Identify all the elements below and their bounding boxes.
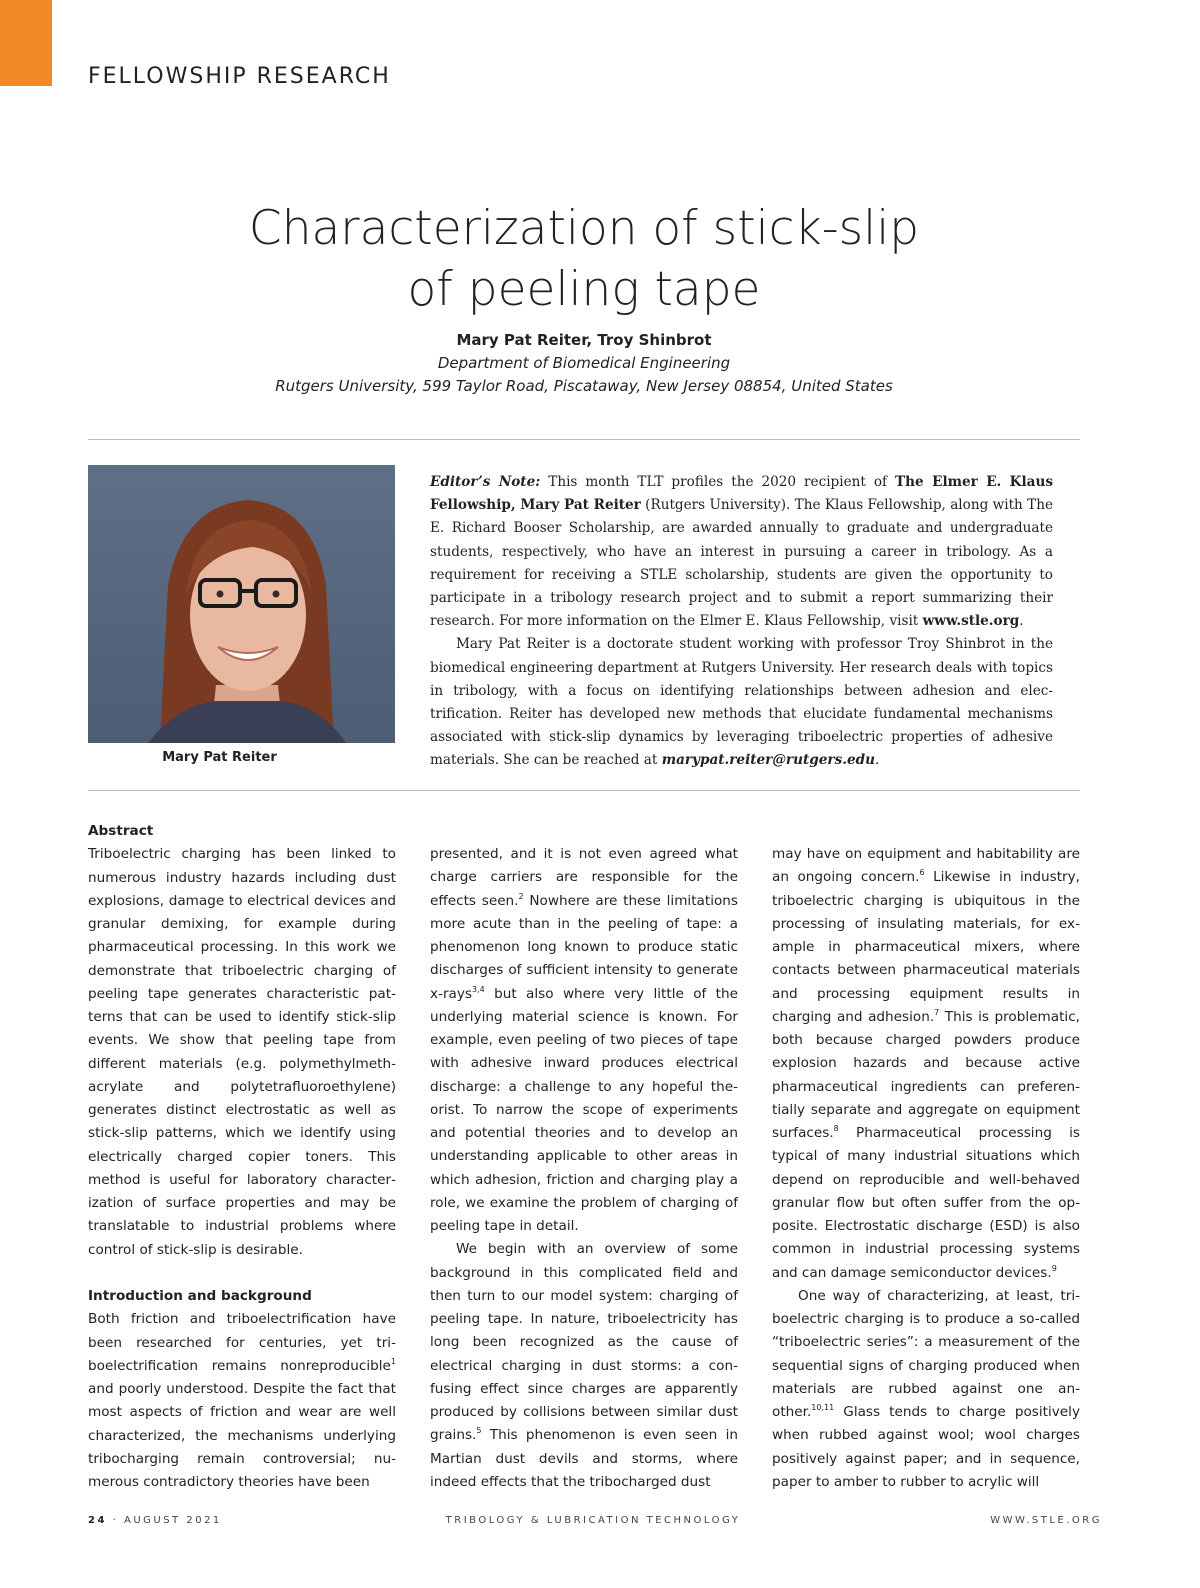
abstract-heading: Abstract [88,823,154,839]
reference-3-4: 3,4 [472,984,485,994]
body-text: presented, and it is not even agreed what charge carriers are responsible for the effects seen. [430,846,738,909]
author-address: Rutgers University, 599 Taylor Road, Piscataway, New Jersey 08854, United States [275,377,893,395]
bottom-divider [88,790,1080,791]
intro-heading: Introduction and background [88,1288,312,1304]
body-text: Likewise in industry, triboelectric charging is ubiquitous in the processing of insulating materials, for example in pharmaceutical mixers, where contacts between pharmaceutical materials and processing equipment results in charging and adhesion. [772,869,1080,1025]
body-column-1 [88,820,396,1494]
editor-note-lead: Editor’s Note: [430,474,541,490]
editor-note-text: (Rutgers University). The Klaus Fellowship, along with The E. Richard Booser Scholarship, are awarded annually to graduate and undergraduate students, respectively, who have an interest in pursuing a career in tribology. As a requirement for receiving a STLE scholarship, students are given the opportunity to participate in a tribology research project and to submit a report summarizing their research. For more information on the Elmer E. Klaus Fellowship, visit [430,497,1053,630]
reference-2: 2 [518,891,524,901]
footer-separator: · [112,1515,119,1526]
author-email-link[interactable]: marypat.reiter@rutgers.edu [661,752,875,769]
body-text: Pharmaceutical processing is typical of many industrial situations which depend on reproducible and well-behaved granular flow but often suffer from the opposite. Electrostatic discharge (ESD) is also common in industrial processing systems and can damage semiconductor devices. [772,1125,1080,1281]
reference-6: 6 [919,868,925,878]
top-divider [88,439,1080,440]
editor-note-text: . [1019,613,1024,630]
author-names: Mary Pat Reiter, Troy Shinbrot [456,331,712,349]
body-text: may have on equipment and habitability are an ongoing concern. [772,846,1080,886]
body-text: We begin with an overview of some background in this complicated field and then turn to our model system: charging of peeling tape. In nature, triboelectricity has long been recognized as the cause of electrical charging in dust storms: a confusing effect since charges are apparently produced by collisions between similar dust grains. [430,1241,738,1444]
body-column-3 [772,843,1080,1494]
body-text: This phenomenon is even seen in Martian dust devils and storms, where indeed effects that the tribocharged dust [430,1427,738,1490]
body-column-2 [430,843,738,1494]
editor-note-text: This month TLT profiles the 2020 recipient of [540,474,896,490]
article-title-line-1: Characterization of stick-slip [248,201,920,256]
reference-7: 7 [934,1007,940,1017]
section-label: FELLOWSHIP RESEARCH [88,64,391,89]
body-text: One way of characterizing, at least, triboelectric charging is to produce a so-called “triboelectric series”: a measurement of the sequential signs of charging produced when materials are rubbed against one another. [772,1287,1080,1420]
page-number: 24 [88,1515,107,1526]
issue-date: AUGUST 2021 [123,1515,222,1526]
editor-note-text: . [875,752,880,769]
reference-9: 9 [1051,1263,1057,1273]
body-text: This is problematic, both because charged powders produce explosion hazards and because active pharmaceutical ingredients can preferentially separate and aggregate on equipment surfaces. [772,1008,1080,1141]
intro-paragraph-1-start [88,1308,396,1494]
intro-paragraph-1-cont [430,843,738,1238]
editor-note-text: Mary Pat Reiter is a doctorate student working with professor Troy Shinbrot in the biomedical engineering department at Rutgers University. Her research deals with topics in tribology, with a focus on identifying relationships between adhesion and electrification. Reiter has developed new methods that elucidate fundamental mechanisms associated with stick-slip dynamics by leveraging triboelectric properties of adhesive materials. She can be reached at [430,636,1053,769]
byline [0,329,1168,398]
article-title [0,198,1168,320]
body-text: and poorly understood. Despite the fact that most aspects of friction and wear are well characterized, the mechanisms underlying tribocharging remain controversial; numerous contradictory theories have been [88,1381,396,1490]
abstract-text: Triboelectric charging has been linked to numerous industry hazards including dust explosions, damage to electrical devices and granular demixing, for example during pharmaceutical processing. In this work we demonstrate that triboelectric charging of peeling tape generates characteristic patterns that can be used to identify stick-slip events. We show that peeling tape from different materials (e.g. polymethylmethacrylate and polytetrafluoroethylene) generates distinct electrostatic as well as stick-slip patterns, which we identify using electrically charged copier toners. This method is useful for laboratory characterization of surface properties and may be translatable to industrial problems where control of stick-slip is desirable. [88,846,396,1258]
editor-note [430,471,1053,773]
intro-paragraph-2-cont [772,843,1080,1285]
reference-1: 1 [390,1356,396,1366]
body-text: Nowhere are these limitations more acute than in the peeling of tape: a phenomenon long known to produce static discharges of sufficient intensity to generate x-rays [430,892,738,1002]
publication-name: TRIBOLOGY & LUBRICATION TECHNOLOGY [445,1515,741,1526]
body-text: but also where very little of the underlying material science is known. For example, even peeling of two pieces of tape with adhesive inward produces electrical discharge: a challenge to any hopeful theorist. To narrow the scope of experiments and potential theories and to develop an understanding applicable to other areas in which adhesion, friction and charging play a role, we examine the problem of charging of peeling tape in detail. [430,985,738,1234]
reference-5: 5 [476,1426,482,1436]
reference-8: 8 [833,1124,839,1133]
section-color-tab [0,0,52,86]
editor-note-paragraph-1 [430,471,1053,633]
body-text: Glass tends to charge positively when rubbed against wool; wool charges positively against paper; and in sequence, paper to amber to rubber to acrylic will [772,1404,1080,1490]
intro-paragraph-2 [430,1238,738,1494]
portrait-illustration [88,465,395,743]
photo-caption: Mary Pat Reiter [162,750,277,765]
footer-website[interactable]: WWW.STLE.ORG [990,1515,1102,1526]
body-text: Both friction and triboelectrification have been researched for centuries, yet triboelectrification remains nonreproducible [88,1311,396,1374]
fellowship-name: The Elmer E. Klaus Fellowship, Mary Pat Reiter [430,474,1054,514]
author-department: Department of Biomedical Engineering [437,354,731,372]
intro-paragraph-3 [772,1285,1080,1494]
author-photo [88,465,395,743]
stle-link[interactable]: www.stle.org [922,613,1020,630]
reference-10-11: 10,11 [811,1403,835,1412]
article-title-line-2: of peeling tape [407,262,761,317]
editor-note-paragraph-2 [430,633,1053,772]
